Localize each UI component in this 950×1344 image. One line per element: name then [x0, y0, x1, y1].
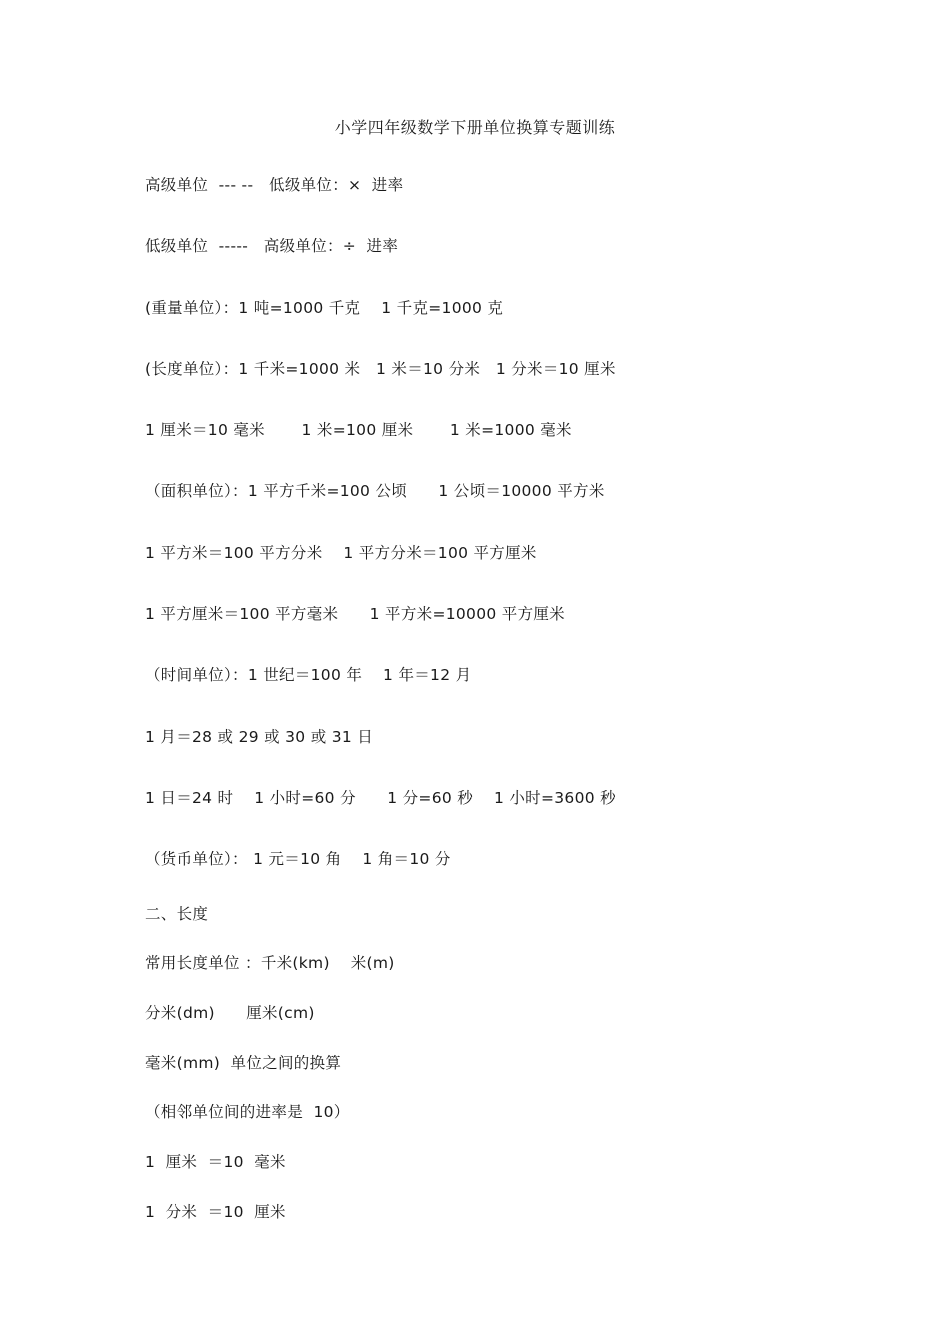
- text-line: 1 分米 ＝10 厘米: [145, 1203, 286, 1221]
- text-line: 1 月＝28 或 29 或 30 或 31 日: [145, 728, 374, 746]
- text-line: 1 平方米＝100 平方分米 1 平方分米＝100 平方厘米: [145, 544, 537, 562]
- text-line: （相邻单位间的进率是 10）: [145, 1103, 350, 1121]
- text-line: 1 厘米＝10 毫米 1 米=100 厘米 1 米=1000 毫米: [145, 421, 572, 439]
- text-line: (重量单位）：1 吨=1000 千克 1 千克=1000 克: [145, 299, 504, 317]
- section-heading: 二、长度: [145, 905, 209, 923]
- text-line: （面积单位）：1 平方千米=100 公顷 1 公顷＝10000 平方米: [145, 482, 605, 500]
- text-line: (长度单位）：1 千米=1000 米 1 米＝10 分米 1 分米＝10 厘米: [145, 360, 616, 378]
- text-line: 高级单位 --- -- 低级单位：× 进率: [145, 176, 404, 194]
- text-line: 1 日＝24 时 1 小时=60 分 1 分=60 秒 1 小时=3600 秒: [145, 789, 616, 807]
- text-line: 1 厘米 ＝10 毫米: [145, 1153, 286, 1171]
- text-line: （时间单位）：1 世纪＝100 年 1 年＝12 月: [145, 666, 472, 684]
- text-line: 分米(dm) 厘米(cm): [145, 1004, 315, 1022]
- text-line: 1 平方厘米＝100 平方毫米 1 平方米=10000 平方厘米: [145, 605, 565, 623]
- text-line: （货币单位）： 1 元＝10 角 1 角＝10 分: [145, 850, 451, 868]
- text-line: 毫米(mm) 单位之间的换算: [145, 1054, 342, 1072]
- text-line: 常用长度单位 ：千米(km) 米(m): [145, 954, 395, 972]
- text-line: 低级单位 ----- 高级单位：÷ 进率: [145, 237, 399, 255]
- document-title: 小学四年级数学下册单位换算专题训练: [334, 118, 616, 137]
